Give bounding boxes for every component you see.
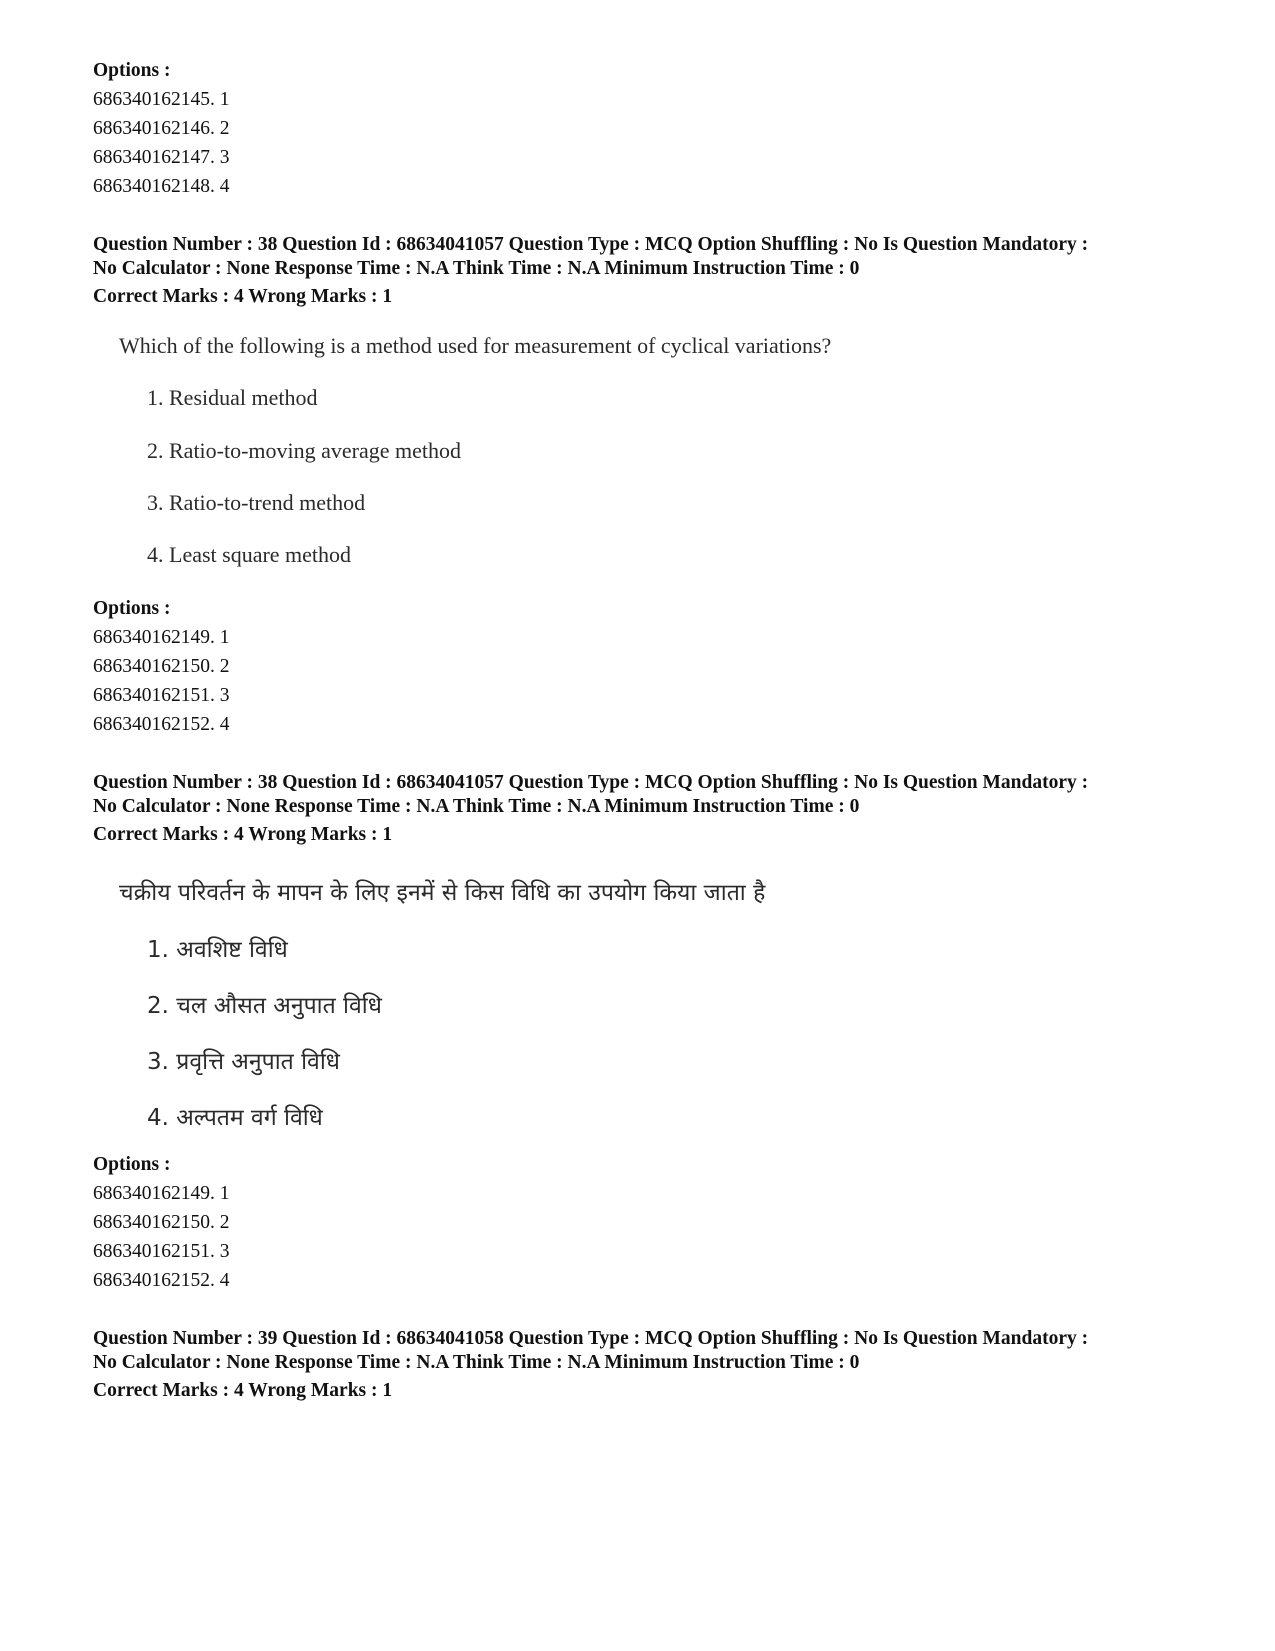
answer-choice: 1. अवशिष्ट विधि (147, 937, 288, 963)
option-id-line: 686340162150. 2 (93, 656, 230, 677)
option-id-line: 686340162145. 1 (93, 89, 230, 110)
question-body-q38-hi (93, 872, 1093, 1142)
question-meta-line-2: No Calculator : None Response Time : N.A Think Time : N.A Minimum Instruction Time : 0 (93, 258, 860, 279)
answer-choice: 3. प्रवृत्ति अनुपात विधि (147, 1049, 340, 1075)
question-meta-line-1: Question Number : 39 Question Id : 68634041058 Question Type : MCQ Option Shuffling : No Is Question Mandatory : (93, 1328, 1089, 1349)
answer-choice: 2. Ratio-to-moving average method (147, 438, 462, 463)
answer-choice: 1. Residual method (147, 385, 318, 410)
option-id-line: 686340162152. 4 (93, 714, 230, 735)
option-id-line: 686340162151. 3 (93, 1241, 230, 1262)
options-block-q38-hi (93, 1150, 1203, 1295)
marks-line: Correct Marks : 4 Wrong Marks : 1 (93, 286, 393, 307)
option-id-line: 686340162147. 3 (93, 147, 230, 168)
question-meta-line-1: Question Number : 38 Question Id : 68634041057 Question Type : MCQ Option Shuffling : No Is Question Mandatory : (93, 234, 1089, 255)
option-id-line: 686340162149. 1 (93, 627, 230, 648)
question-header-q38-hi (93, 771, 1203, 847)
option-id-line: 686340162146. 2 (93, 118, 230, 139)
answer-choice: 3. Ratio-to-trend method (147, 490, 366, 515)
option-id-line: 686340162149. 1 (93, 1183, 230, 1204)
options-block-q38-en (93, 594, 1203, 739)
option-id-line: 686340162152. 4 (93, 1270, 230, 1291)
question-meta-line-2: No Calculator : None Response Time : N.A Think Time : N.A Minimum Instruction Time : 0 (93, 796, 860, 817)
options-heading: Options : (93, 598, 171, 619)
options-heading: Options : (93, 60, 171, 81)
question-body-q38-en (93, 330, 1093, 580)
option-id-line: 686340162148. 4 (93, 176, 230, 197)
option-id-line: 686340162150. 2 (93, 1212, 230, 1233)
question-meta-line-1: Question Number : 38 Question Id : 68634041057 Question Type : MCQ Option Shuffling : No Is Question Mandatory : (93, 772, 1089, 793)
answer-choice: 4. अल्पतम वर्ग विधि (147, 1105, 323, 1131)
question-text: चक्रीय परिवर्तन के मापन के लिए इनमें से किस विधि का उपयोग किया जाता है (119, 880, 766, 906)
answer-choice: 2. चल औसत अनुपात विधि (147, 993, 382, 1019)
option-id-line: 686340162151. 3 (93, 685, 230, 706)
question-text: Which of the following is a method used for measurement of cyclical variations? (119, 333, 832, 358)
options-heading: Options : (93, 1154, 171, 1175)
question-header-q38-en (93, 233, 1203, 309)
question-header-q39 (93, 1327, 1203, 1403)
question-meta-line-2: No Calculator : None Response Time : N.A Think Time : N.A Minimum Instruction Time : 0 (93, 1352, 860, 1373)
options-block-q37 (93, 56, 1203, 201)
marks-line: Correct Marks : 4 Wrong Marks : 1 (93, 824, 393, 845)
marks-line: Correct Marks : 4 Wrong Marks : 1 (93, 1380, 393, 1401)
answer-choice: 4. Least square method (147, 542, 352, 567)
